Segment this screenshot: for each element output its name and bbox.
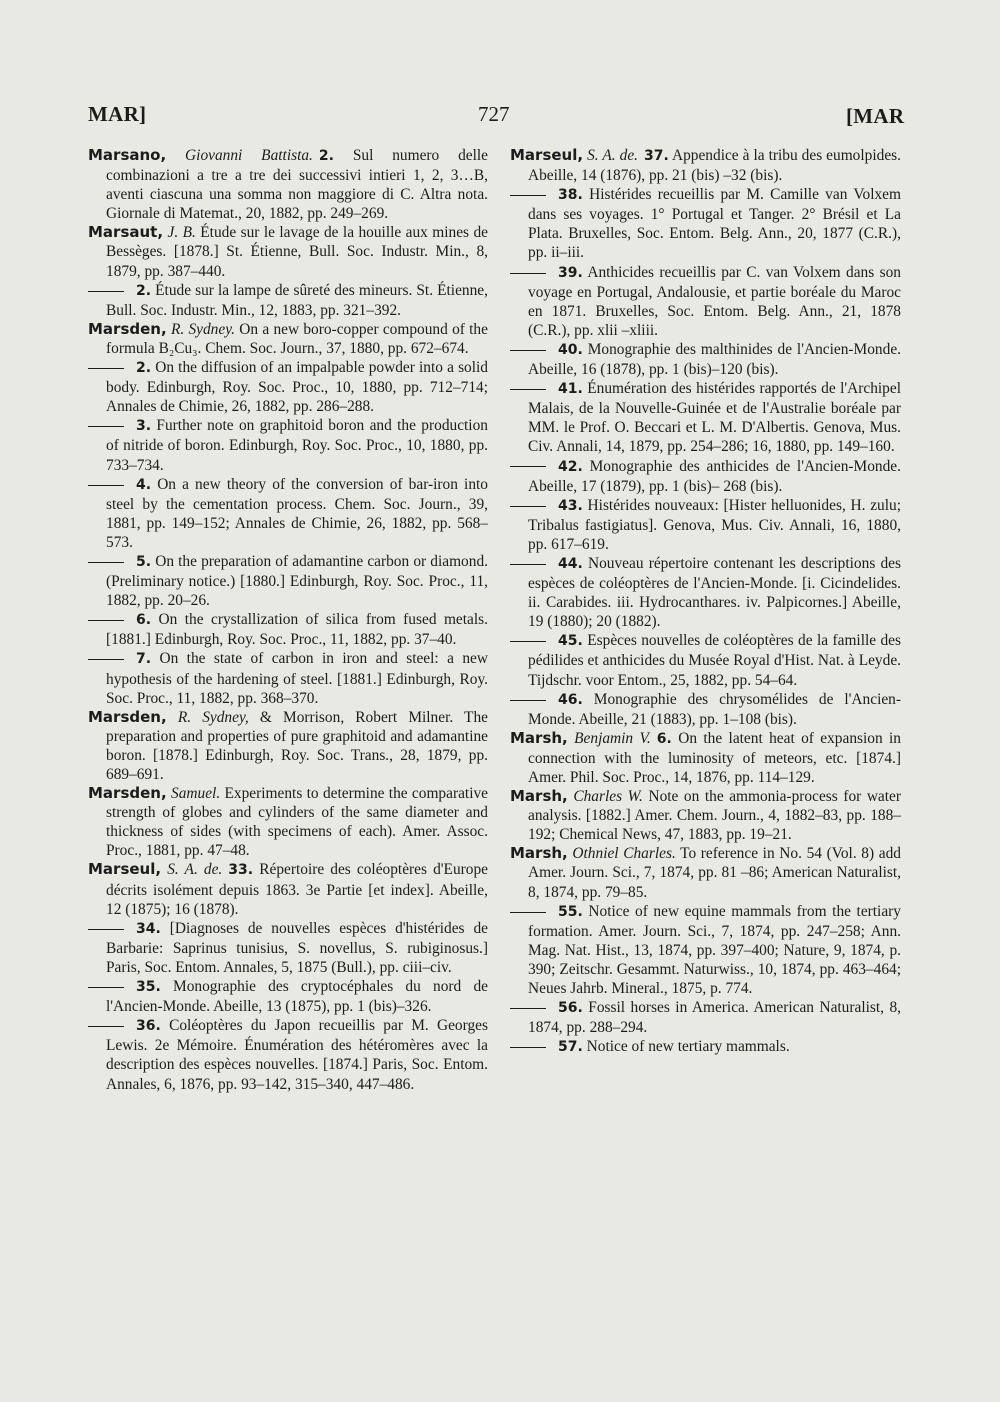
running-header: [0, 100, 1000, 134]
entry-number: 40.: [558, 341, 583, 358]
ditto-dash: [88, 562, 124, 563]
author-surname: Marseul,: [510, 146, 584, 164]
entry-text: Note on the ammonia-process for water analysis. [1882.] Amer. Chem. Journ., 4, 1882–83, pp. 188–192; Chemical News, 47, 1883, pp. 19–21.: [528, 788, 901, 844]
ditto-dash: [510, 350, 546, 351]
entry-number: 2.: [136, 360, 152, 377]
entry-number: 34.: [136, 920, 161, 937]
author-entry: [510, 787, 901, 844]
author-surname: Marsden,: [88, 784, 167, 803]
entry-text: & Morrison, Robert Milner. The preparation and properties of pure graphitoid and adamantine boron. [1878.] Edinburgh, Roy. Soc. Trans., 28, 1879, pp. 689–691.: [106, 708, 488, 783]
entry-text: Répertoire des coléoptères d'Europe décrits isolément depuis 1863. 3e Partie [et index]. Abeille, 12 (1875); 16 (1878).: [106, 861, 488, 918]
entry-text: Anthicides recueillis par C. van Volxem dans son voyage en Portugal, Andalousie, et partie boréale du Maroc en 1871. Bruxelles, Soc. Entom. Belg. Ann., 21, 1878 (C.R.), pp. xlii –xliii.: [528, 263, 901, 339]
author-forenames: R. Sydney.: [170, 320, 236, 338]
author-surname: Marsh,: [510, 844, 568, 863]
ditto-dash: [510, 1047, 546, 1048]
sub-entry: [88, 416, 488, 474]
entry-text: Étude sur le lavage de la houille aux mines de Bessèges. [1878.] St. Étienne, Bull. Soc. Industr. Min., 8, 1879, pp. 387–440.: [106, 224, 488, 280]
sub-entry: [510, 902, 901, 998]
entry-text: On the latent heat of expansion in connection with the luminosity of meteors, etc. [1874.] Amer. Phil. Soc. Proc., 14, 1876, pp. 114–129.: [528, 729, 901, 786]
entry-text: Énumération des histérides rapportés de l'Archipel Malais, de la Nouvelle-Guinée et de l'Australie boréale par MM. le Prof. O. Beccari et L. M. D'Albertis. Genova, Mus. Civ. Annali, 14, 1879, pp. 254–286; 16, 1880, pp. 149–160.: [528, 380, 901, 456]
ditto-dash: [88, 659, 124, 660]
ditto-dash: [88, 1026, 124, 1027]
sub-entry: [88, 977, 488, 1016]
author-entry: [510, 844, 901, 901]
entry-number: 41.: [558, 381, 583, 398]
entry-text: Nouveau répertoire contenant les descriptions des espèces de coléoptères de l'Ancien-Monde. [i. Cicindelides. ii. Carabides. iii. Hydrocanthares. iv. Palpicornes.] Abeille, 19 (1880); 20 (1882).: [528, 554, 901, 631]
author-entry: [88, 146, 488, 223]
author-entry: [510, 729, 901, 787]
entry-number: 44.: [558, 555, 583, 572]
ditto-dash: [88, 291, 124, 292]
sub-entry: [510, 998, 901, 1037]
entry-text: Monographie des anthicides de l'Ancien-Monde. Abeille, 17 (1879), pp. 1 (bis)– 268 (bis).: [528, 457, 901, 495]
sub-entry: [510, 554, 901, 631]
entry-number: 2.: [318, 148, 334, 164]
sub-entry: [88, 610, 488, 649]
ditto-dash: [510, 273, 546, 274]
sub-entry: [510, 340, 901, 379]
ditto-dash: [510, 506, 546, 507]
entry-number: 35.: [136, 979, 161, 996]
ditto-dash: [510, 195, 546, 196]
sub-entry: [88, 919, 488, 977]
ditto-dash: [88, 485, 124, 486]
ditto-dash: [510, 564, 546, 565]
author-forenames: Benjamin V.: [574, 729, 651, 747]
sub-entry: [88, 649, 488, 707]
author-surname: Marsaut,: [88, 223, 164, 242]
sub-entry: [88, 552, 488, 610]
entry-text: Fossil horses in America. American Naturalist, 8, 1874, pp. 288–294.: [528, 999, 901, 1037]
entry-text: Sul numero delle combinazioni a tre a tre dei successivi intieri 1, 2, 3…B, aventi ciascuna una somma non maggiore di C. Altra nota. Giornale di Matemat., 20, 1882, pp. 249–269.: [106, 147, 488, 223]
ditto-dash: [510, 466, 546, 467]
ditto-dash: [510, 700, 546, 701]
entry-number: 2.: [136, 282, 152, 299]
entry-text: Notice of new tertiary mammals.: [586, 1038, 790, 1056]
entry-text: Coléoptères du Japon recueillis par M. Georges Lewis. 2e Mémoire. Énumération des hétéromères avec la description des espèces nouvelles. [1874.] Paris, Soc. Entom. Annales, 6, 1876, pp. 93–142, 315–340, 447–486.: [106, 1017, 488, 1093]
entry-number: 45.: [558, 633, 583, 650]
entry-text: Étude sur la lampe de sûreté des mineurs. St. Étienne, Bull. Soc. Industr. Min., 12, 1883, pp. 321–392.: [106, 281, 488, 319]
entry-number: 7.: [136, 651, 152, 668]
entry-number: 56.: [558, 1000, 583, 1017]
entry-number: 33.: [228, 862, 254, 879]
page-number: 727: [478, 102, 510, 126]
entry-number: 3.: [136, 418, 152, 435]
sub-entry: [510, 379, 901, 456]
ditto-dash: [88, 929, 124, 930]
entry-text: To reference in No. 54 (Vol. 8) add Amer. Journ. Sci., 7, 1874, pp. 81 –86; American Naturalist, 8, 1874, pp. 79–85.: [528, 845, 901, 901]
entry-text: Histérides recueillis par M. Camille van Volxem dans ses voyages. 1° Portugal et Tanger. 2° Brésil et La Plata. Bruxelles, Soc. Entom. Belg. Ann., 20, 1877 (C.R.), pp. ii–iii.: [528, 186, 901, 262]
sub-entry: [88, 281, 488, 320]
entry-number: 46.: [558, 691, 583, 708]
author-entry: [88, 320, 488, 358]
entry-text: Further note on graphitoid boron and the production of nitride of boron. Edinburgh, Roy. Soc. Proc., 10, 1880, pp. 733–734.: [106, 417, 488, 474]
entry-text: On the diffusion of an impalpable powder into a solid body. Edinburgh, Roy. Soc. Proc., 10, 1880, pp. 712–714; Annales de Chimie, 26, 1882, pp. 286–288.: [106, 359, 489, 416]
entry-text: Appendice à la tribu des eumolpides. Abeille, 14 (1876), pp. 21 (bis) –32 (bis).: [528, 147, 901, 185]
author-surname: Marsh,: [510, 728, 568, 747]
author-surname: Marsden,: [88, 707, 167, 726]
sub-entry: [88, 1016, 488, 1093]
sub-entry: [88, 358, 488, 416]
header-right-guide: [MAR: [846, 104, 905, 128]
author-forenames: R. Sydney,: [177, 708, 249, 726]
sub-entry: [510, 631, 901, 689]
author-surname: Marsden,: [88, 319, 167, 338]
sub-entry: [510, 185, 901, 262]
entry-number: 39.: [558, 264, 583, 281]
author-entry: [88, 223, 488, 280]
entry-number: 5.: [136, 553, 152, 570]
header-left-guide: MAR]: [88, 102, 147, 126]
entry-text: Experiments to determine the comparative strength of globes and cylinders of the same diameter and thickness of sides (with specimens of each). Amer. Assoc. Proc., 1881, pp. 47–48.: [106, 785, 488, 860]
ditto-dash: [510, 389, 546, 390]
author-forenames: Samuel.: [171, 785, 221, 803]
author-forenames: Othniel Charles.: [572, 845, 676, 863]
entry-text: On the preparation of adamantine carbon or diamond. (Preliminary notice.) [1880.] Edinburgh, Roy. Soc. Proc., 11, 1882, pp. 20–26.: [106, 552, 488, 610]
author-surname: Marseul,: [88, 860, 162, 879]
entry-number: 6.: [136, 612, 152, 629]
ditto-dash: [510, 912, 546, 913]
entry-text: Monographie des chrysomélides de l'Ancien-Monde. Abeille, 21 (1883), pp. 1–108 (bis).: [528, 690, 902, 728]
entry-number: 37.: [644, 148, 669, 164]
author-entry: [88, 860, 488, 918]
sub-entry: [510, 496, 901, 554]
entry-text: Notice of new equine mammals from the tertiary formation. Amer. Journ. Sci., 7, 1874, pp. 247–258; Ann. Mag. Nat. Hist., 13, 1874, pp. 397–400; Nature, 9, 1874, p. 390; Zeitschr. Gesammt. Naturwiss., 10, 1874, pp. 463–464; Neues Jahrb. Mineral., 1875, p. 774.: [528, 902, 901, 998]
entry-text: Monographie des cryptocéphales du nord de l'Ancien-Monde. Abeille, 13 (1875), pp. 1 (bis)–326.: [106, 978, 488, 1016]
entry-text: On a new theory of the conversion of bar-iron into steel by the cementation process. Chem. Soc. Journ., 39, 1881, pp. 149–152; Annales de Chimie, 26, 1882, pp. 568–573.: [106, 475, 488, 551]
entry-number: 4.: [136, 476, 152, 493]
entry-number: 36.: [136, 1018, 161, 1035]
sub-entry: [510, 263, 901, 340]
entry-text: [Diagnoses de nouvelles espèces d'histérides de Barbarie: Saprinus tunisius, S. novellus, S. rubiginosus.] Paris, Soc. Entom. Annales, 5, 1875 (Bull.), pp. ciii–civ.: [106, 919, 488, 976]
author-forenames: Charles W.: [573, 788, 643, 806]
author-entry: [88, 708, 488, 784]
ditto-dash: [88, 426, 124, 427]
ditto-dash: [88, 368, 124, 369]
entry-number: 38.: [558, 187, 583, 204]
entry-text: On the crystallization of silica from fused metals. [1881.] Edinburgh, Roy. Soc. Proc., 11, 1882, pp. 37–40.: [106, 611, 488, 649]
author-entry: [510, 146, 901, 185]
entry-text: Espèces nouvelles de coléoptères de la famille des pédilides et anthicides du Musée Royal d'Hist. Nat. à Leyde. Tijdschr. voor Entom., 25, 1882, pp. 54–64.: [528, 632, 901, 689]
sub-entry: [510, 690, 901, 729]
author-forenames: J. B.: [167, 224, 196, 242]
entry-number: 55.: [558, 903, 583, 920]
entry-number: 42.: [558, 458, 583, 475]
entry-number: 6.: [656, 730, 672, 747]
entry-text: On the state of carbon in iron and steel: a new hypothesis of the hardening of steel. [1881.] Edinburgh, Roy. Soc. Proc., 11, 1882, pp. 368–370.: [106, 650, 488, 707]
ditto-dash: [510, 641, 546, 642]
author-surname: Marsano,: [88, 146, 167, 164]
entry-text: Monographie des malthinides de l'Ancien-Monde. Abeille, 16 (1878), pp. 1 (bis)–120 (bis).: [528, 340, 901, 379]
right-column: [510, 146, 901, 1057]
entry-number: 43.: [558, 497, 583, 514]
author-forenames: Giovanni Battista.: [185, 147, 313, 164]
author-forenames: S. A. de.: [167, 861, 223, 879]
author-entry: [88, 784, 488, 860]
entry-number: 57.: [558, 1039, 583, 1056]
sub-entry: [510, 457, 901, 496]
entry-text: On a new boro-copper compound of the formula B₂Cu₃. Chem. Soc. Journ., 37, 1880, pp. 672–674.: [106, 320, 488, 357]
ditto-dash: [88, 987, 124, 988]
sub-entry: [510, 1037, 901, 1057]
entry-text: Histérides nouveaux: [Hister helluonides, H. zulu; Tribalus fastigiatus]. Genova, Mus. Civ. Annali, 16, 1880, pp. 617–619.: [528, 496, 901, 553]
ditto-dash: [88, 620, 124, 621]
sub-entry: [88, 475, 488, 552]
author-surname: Marsh,: [510, 787, 568, 806]
ditto-dash: [510, 1008, 546, 1009]
author-forenames: S. A. de.: [587, 147, 638, 164]
left-column: [88, 146, 488, 1094]
